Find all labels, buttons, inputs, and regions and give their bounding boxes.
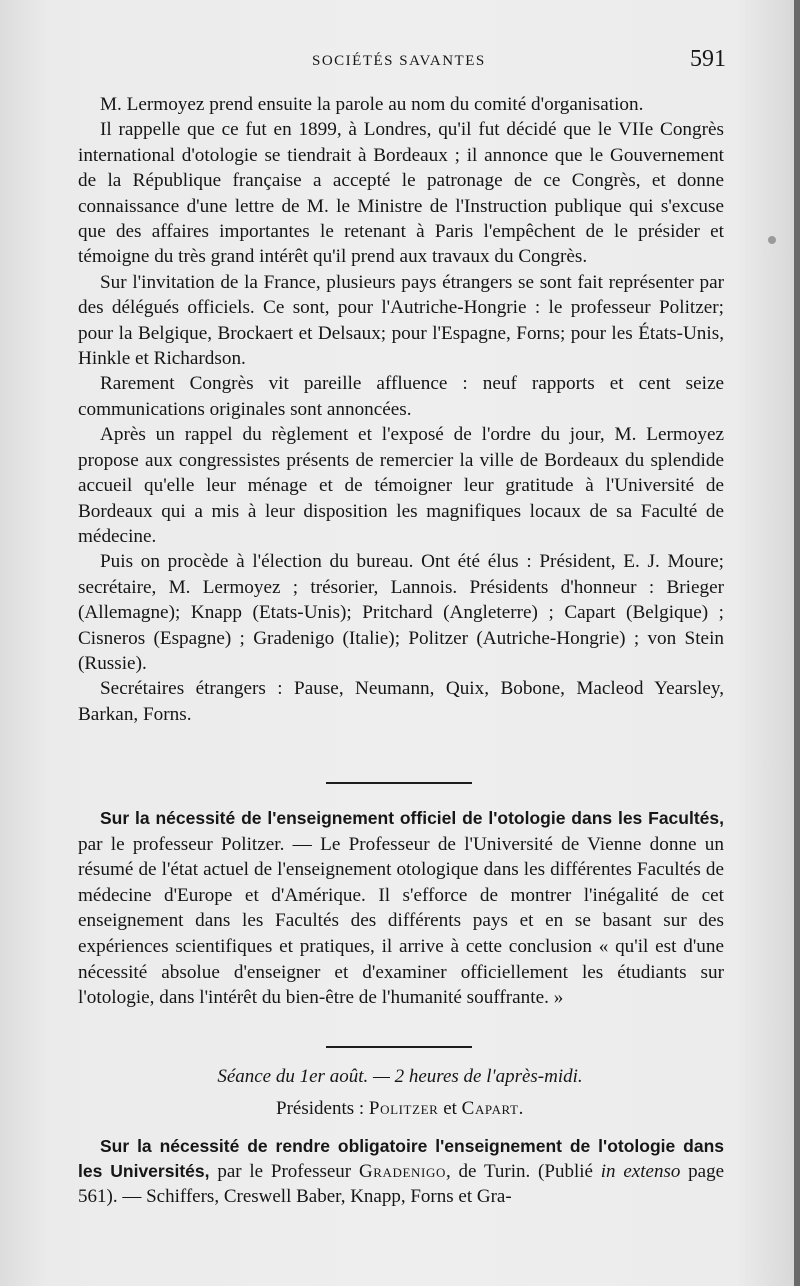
ink-speck bbox=[768, 236, 776, 244]
section-divider bbox=[326, 1046, 472, 1048]
section-divider bbox=[326, 782, 472, 784]
session-presidents bbox=[0, 1098, 800, 1120]
author-name: Gradenigo bbox=[358, 1161, 446, 1182]
communication-text: par le Professeur bbox=[217, 1161, 352, 1182]
communication-text: page 561). — Schiffers, Creswell Baber, Knapp, Forns et Gra- bbox=[78, 1161, 725, 1207]
paragraph: Après un rappel du règlement et l'exposé de l'ordre du jour, M. Lermoyez propose aux congressistes présents de remercier la ville de Bordeaux du splendide accueil qu'elle leur ménage et de témoigner leur gratitude à l'Université de Bordeaux qui a mis à leur disposition les magnifiques locaux de sa Faculté de médecine. bbox=[78, 424, 724, 547]
in-extenso: in extenso bbox=[600, 1161, 681, 1182]
communication-text: par le professeur Politzer. — Le Professeur de l'Université de Vienne donne un résumé de l'état actuel de l'enseignement otologique dans les différentes Facultés de médecine d'Europe et d'Amérique. Il s'efforce de montrer l'inégalité de cet enseignement dans les Facultés des différents pays et en se basant sur des expériences scientifiques et pratiques, il arrive à cette conclusion « qu'il est d'une nécessité absolue d'enseigner et d'examiner officiellement les étudiants sur l'otologie, dans l'intérêt du bien-être de l'humanité souffrante. » bbox=[78, 833, 724, 1009]
communication-gradenigo bbox=[78, 1134, 724, 1209]
main-text bbox=[78, 92, 724, 727]
paragraph: Secrétaires étrangers : Pause, Neumann, Quix, Bobone, Macleod Yearsley, Barkan, Forns. bbox=[78, 678, 724, 725]
page-header bbox=[0, 46, 800, 76]
communication-text: , de Turin. (Publié bbox=[445, 1161, 593, 1182]
running-head: SOCIÉTÉS SAVANTES bbox=[312, 53, 486, 69]
paragraph: Rarement Congrès vit pareille affluence : neuf rapports et cent seize communications originales sont annoncées. bbox=[78, 373, 724, 420]
session-heading: Séance du 1er août. — 2 heures de l'après-midi. bbox=[217, 1066, 583, 1087]
communication-title: Sur la nécessité de l'enseignement officiel de l'otologie dans les Facultés, bbox=[100, 808, 724, 828]
page-number: 591 bbox=[690, 46, 726, 72]
presidents-label: Présidents : bbox=[276, 1098, 365, 1119]
paragraph: M. Lermoyez prend ensuite la parole au nom du comité d'organisation. bbox=[100, 94, 644, 115]
communication-title: Sur la nécessité de rendre obligatoire l'enseignement de l'otologie dans les Universités, bbox=[78, 1136, 724, 1181]
paragraph: Sur l'invitation de la France, plusieurs pays étrangers se sont fait représenter par des délégués officiels. Ce sont, pour l'Autriche-Hongrie : le professeur Politzer; pour la Belgique, Brockaert et Delsaux; pour l'Espagne, Forns; pour les États-Unis, Hinkle et Richardson. bbox=[78, 271, 724, 370]
communication-paragraph bbox=[78, 806, 724, 1011]
conjunction: et bbox=[443, 1098, 457, 1119]
page-edge-shadow bbox=[794, 0, 800, 1286]
communication-politzer bbox=[78, 806, 724, 1011]
president-name: Politzer bbox=[368, 1098, 439, 1119]
paragraph: Il rappelle que ce fut en 1899, à Londres, qu'il fut décidé que le VIIe Congrès international d'otologie se tiendrait à Bordeaux ; il annonce que le Gouvernement de la République française a accepté le patronage de ce Congrès, et donne connaissance d'une lettre de M. le Ministre de l'Instruction publique qui s'excuse que des affaires importantes le retenant à Paris l'empêchent de le présider et témoigne du très grand intérêt qu'il prend aux travaux du Congrès. bbox=[78, 119, 724, 268]
communication-paragraph bbox=[78, 1134, 724, 1209]
president-name: Capart. bbox=[461, 1098, 524, 1119]
paragraph: Puis on procède à l'élection du bureau. Ont été élus : Président, E. J. Moure; secrétaire, M. Lermoyez ; trésorier, Lannois. Présidents d'honneur : Brieger (Allemagne); Knapp (Etats-Unis); Pritchard (Angleterre) ; Capart (Belgique) ; Cisneros (Espagne) ; Gradenigo (Italie); Politzer (Autriche-Hongrie) ; von Stein (Russie). bbox=[78, 551, 724, 674]
